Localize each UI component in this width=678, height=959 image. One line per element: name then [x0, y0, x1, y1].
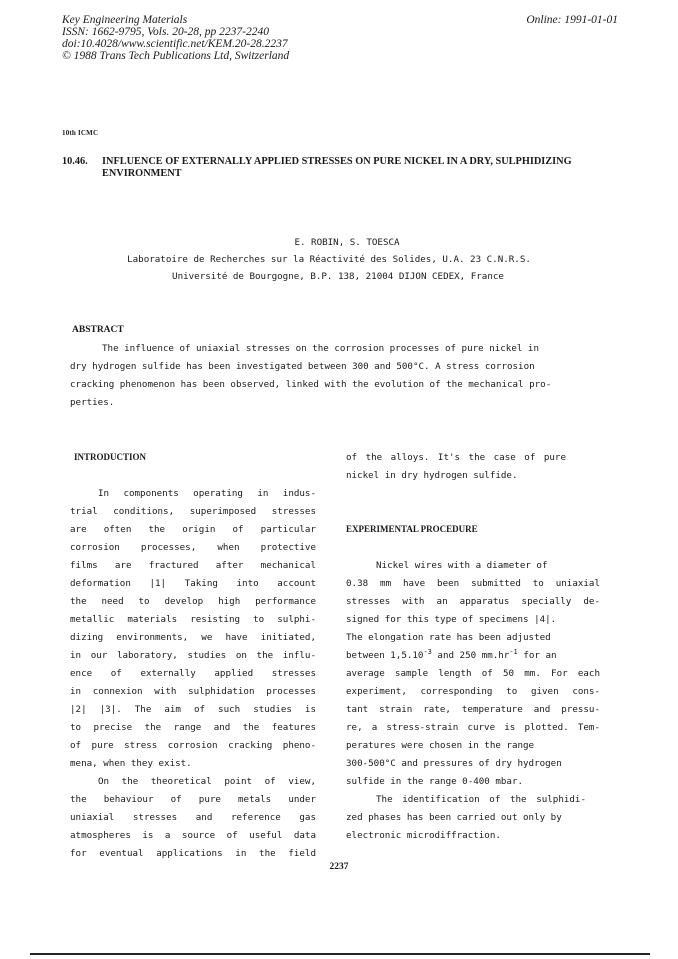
- body-line: the need to develop high performance: [70, 596, 316, 607]
- title-line-2: ENVIRONMENT: [102, 168, 182, 179]
- journal-header: [62, 14, 289, 62]
- body-line: nickel in dry hydrogen sulfide.: [346, 470, 518, 481]
- abstract-line: perties.: [70, 397, 115, 408]
- body-line: are often the origin of particular: [70, 524, 316, 535]
- body-line: re, a stress-strain curve is plotted. Tem-: [346, 722, 600, 733]
- experimental-heading: EXPERIMENTAL PROCEDURE: [346, 524, 478, 534]
- body-line-rate: [346, 650, 557, 662]
- body-line: sulfide in the range 0-400 mbar.: [346, 776, 524, 787]
- paper-title: [62, 156, 622, 180]
- body-line: of pure stress corrosion cracking pheno-: [70, 740, 316, 751]
- body-line: 0.38 mm have been submitted to uniaxial: [346, 578, 600, 589]
- body-line: average sample length of 50 mm. For each: [346, 668, 600, 679]
- body-line: in our laboratory, studies on the influ-: [70, 650, 316, 661]
- affiliation-line-1: Laboratoire de Recherches sur la Réactivité des Solides, U.A. 23 C.N.R.S.: [127, 254, 531, 265]
- introduction-heading: INTRODUCTION: [74, 452, 147, 462]
- body-line: tant strain rate, temperature and pressu-: [346, 704, 600, 715]
- body-line: to precise the range and the features: [70, 722, 316, 733]
- page-number: 2237: [329, 862, 349, 872]
- affiliation-line-2: Université de Bourgogne, B.P. 138, 21004 DIJON CEDEX, France: [172, 271, 504, 282]
- conference-tag: 10th ICMC: [62, 129, 99, 137]
- body-line: The elongation rate has been adjusted: [346, 632, 551, 643]
- body-line: stresses with an apparatus specially de-: [346, 596, 600, 607]
- body-line: metallic materials resisting to sulphi-: [70, 614, 316, 625]
- bottom-rule: [30, 953, 650, 955]
- body-line: dizing environments, we have initiated,: [70, 632, 316, 643]
- body-line: On the theoretical point of view,: [98, 776, 316, 787]
- body-line: of the alloys. It's the case of pure: [346, 452, 566, 463]
- authors: E. ROBIN, S. TOESCA: [294, 237, 400, 248]
- rate-exponent: -3: [423, 648, 432, 656]
- body-line: the behaviour of pure metals under: [70, 794, 316, 805]
- body-line: uniaxial stresses and reference gas: [70, 812, 316, 823]
- body-line: atmospheres is a source of useful data: [70, 830, 316, 841]
- body-line: In components operating in indus-: [98, 488, 316, 499]
- journal-name: Key Engineering Materials: [62, 14, 188, 26]
- section-number: 10.46.: [62, 156, 88, 167]
- body-line: in connexion with sulphidation processes: [70, 686, 316, 697]
- body-line: films are fractured after mechanical: [70, 560, 316, 571]
- body-line: Nickel wires with a diameter of: [376, 560, 548, 571]
- body-line: signed for this type of specimens |4|.: [346, 614, 557, 625]
- body-line: deformation |1| Taking into account: [70, 578, 316, 589]
- rate-text: for an: [517, 650, 557, 661]
- body-line: for eventual applications in the field: [70, 848, 316, 859]
- journal-issn: ISSN: 1662-9795, Vols. 20-28, pp 2237-2240: [62, 26, 269, 38]
- abstract-line: The influence of uniaxial stresses on the corrosion processes of pure nickel in: [102, 343, 539, 354]
- abstract-line: cracking phenomenon has been observed, linked with the evolution of the mechanical pro-: [70, 379, 552, 390]
- rate-exponent: -1: [509, 648, 518, 656]
- body-line: |2| |3|. The aim of such studies is: [70, 704, 316, 715]
- abstract-line: dry hydrogen sulfide has been investigated between 300 and 500°C. A stress corrosion: [70, 361, 535, 372]
- journal-copyright: © 1988 Trans Tech Publications Ltd, Switzerland: [62, 50, 290, 62]
- online-date: Online: 1991-01-01: [526, 14, 618, 26]
- body-line: 300-500°C and pressures of dry hydrogen: [346, 758, 562, 769]
- body-line: corrosion processes, when protective: [70, 542, 316, 553]
- body-line: mena, when they exist.: [70, 758, 192, 769]
- journal-doi: doi:10.4028/www.scientific.net/KEM.20-28.2237: [62, 38, 288, 50]
- body-line: The identification of the sulphidi-: [376, 794, 586, 805]
- title-line-1: INFLUENCE OF EXTERNALLY APPLIED STRESSES ON PURE NICKEL IN A DRY, SULPHIDIZING: [102, 156, 572, 167]
- body-line: peratures were chosen in the range: [346, 740, 535, 751]
- body-line: experiment, corresponding to given cons-: [346, 686, 600, 697]
- rate-text: between 1,5.10: [346, 650, 424, 661]
- body-line: trial conditions, superimposed stresses: [70, 506, 316, 517]
- abstract-heading: ABSTRACT: [72, 325, 124, 335]
- body-line: zed phases has been carried out only by: [346, 812, 562, 823]
- body-line: ence of externally applied stresses: [70, 668, 316, 679]
- body-line: electronic microdiffraction.: [346, 830, 501, 841]
- rate-text: and 250 mm.hr: [431, 650, 510, 661]
